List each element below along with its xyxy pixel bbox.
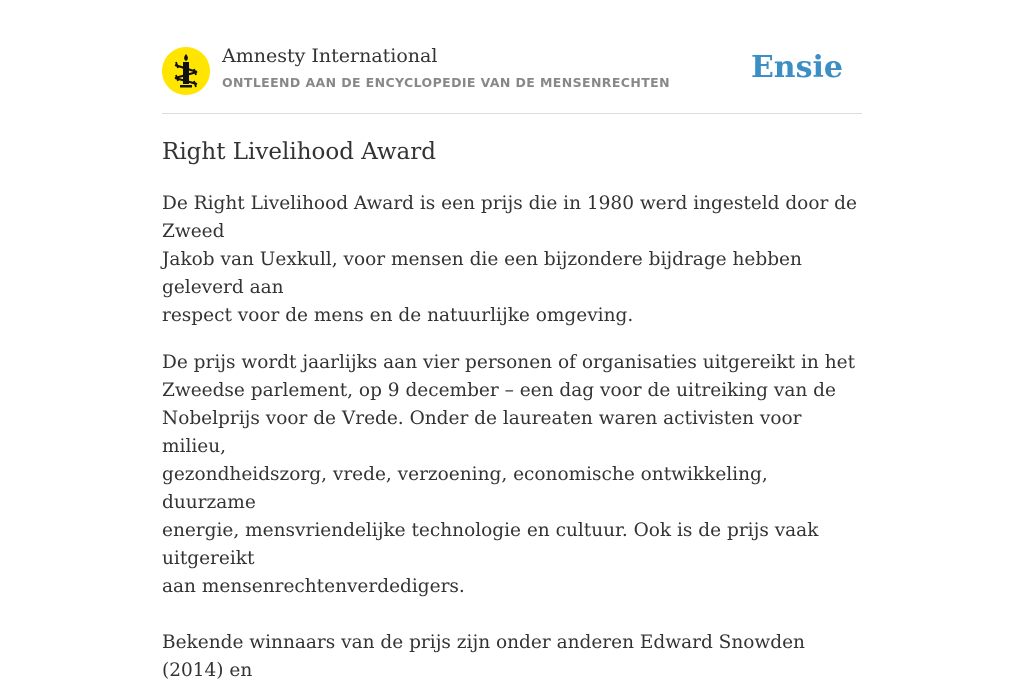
- article: [162, 136, 862, 685]
- amnesty-candle-logo-icon[interactable]: [162, 47, 210, 95]
- org-name: Amnesty International: [222, 45, 438, 67]
- article-paragraph: De prijs wordt jaarlijks aan vier personen of organisaties uitgereikt in het Zweedse parlement, op 9 december – een dag voor de uitreiking van de Nobelprijs voor de Vrede. Onder de laureaten waren activisten voor milieu, gezondheidszorg, vrede, verzoening, economische ontwikkeling, duurzame energie, mensvriendelijke technologie en cultuur. Ook is de prijs vaak uitgereikt aan mensenrechtenverdedigers.: [162, 352, 856, 597]
- ensie-brand-link[interactable]: Ensie: [750, 50, 843, 85]
- article-title: Right Livelihood Award: [162, 139, 436, 165]
- org-subtitle: ONTLEEND AAN DE ENCYCLOPEDIE VAN DE MENSENRECHTEN: [222, 75, 670, 90]
- article-paragraph: De Right Livelihood Award is een prijs die in 1980 werd ingesteld door de Zweed Jakob van Uexkull, voor mensen die een bijzondere bijdrage hebben geleverd aan respect voor de mens en de natuurlijke omgeving.: [162, 193, 857, 326]
- header: [162, 0, 862, 114]
- article-paragraph: Bekende winnaars van de prijs zijn onder anderen Edward Snowden (2014) en: [162, 632, 805, 681]
